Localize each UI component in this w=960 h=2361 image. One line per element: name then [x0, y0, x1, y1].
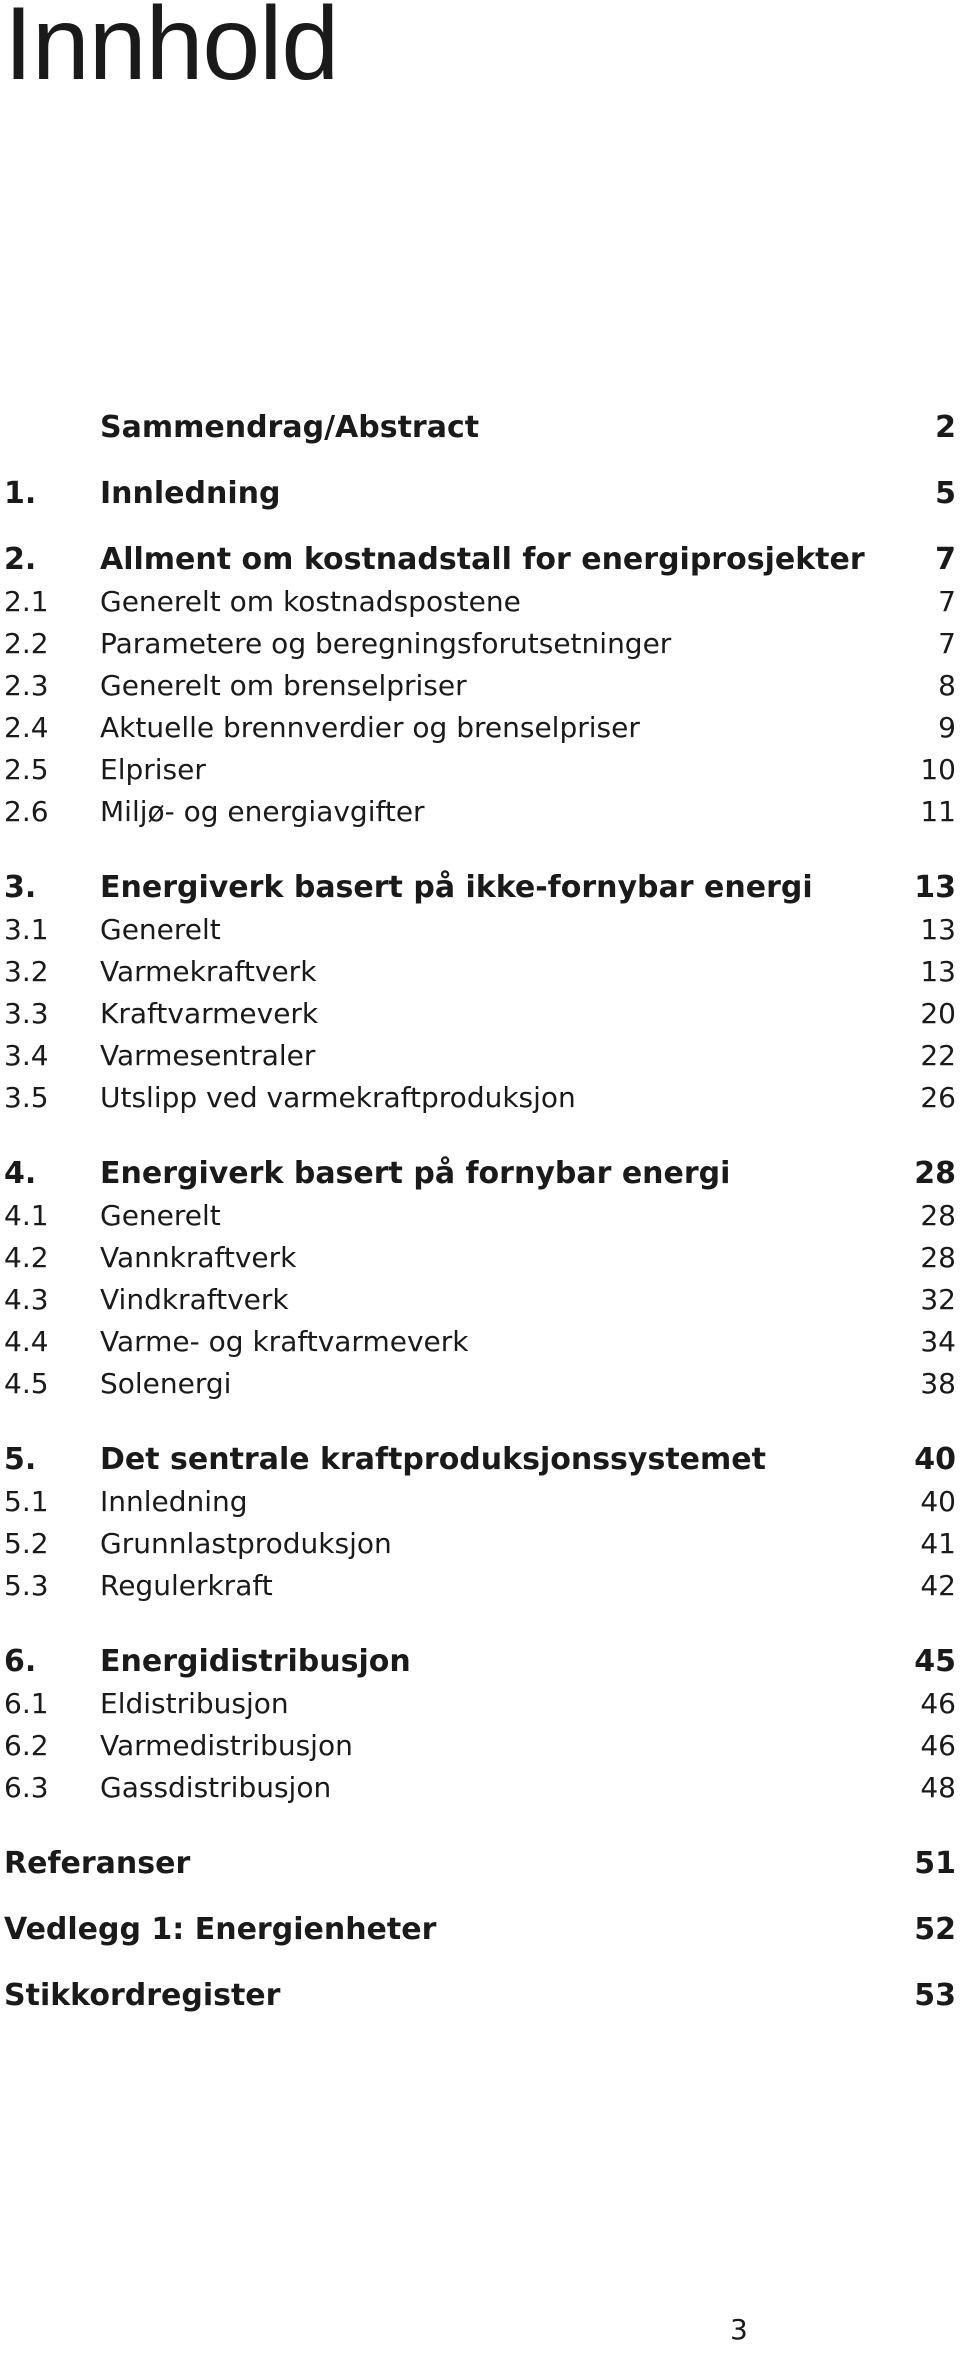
- toc-entry-label: Parametere og beregningsforutsetninger: [100, 627, 672, 660]
- toc-entry-number: 1.: [4, 476, 37, 511]
- toc-entry-page: 32: [920, 1283, 956, 1316]
- toc-entry-label: Aktuelle brennverdier og brenselpriser: [100, 711, 640, 744]
- toc-entry-label: Innledning: [100, 476, 281, 511]
- toc-entry-page: 2: [935, 410, 956, 445]
- toc-chapter-row: [0, 1440, 960, 1480]
- toc-entry-label: Generelt om brenselpriser: [100, 669, 467, 702]
- toc-entry-number: 3.2: [4, 955, 49, 988]
- toc-entry-label: Kraftvarmeverk: [100, 997, 319, 1030]
- toc-section-row: [0, 1078, 960, 1118]
- toc-entry-label: Generelt om kostnadspostene: [100, 585, 521, 618]
- toc-section-row: [0, 1566, 960, 1606]
- toc-entry-label: Varme- og kraftvarmeverk: [100, 1325, 469, 1358]
- toc-entry-label: Det sentrale kraftproduksjonssystemet: [100, 1442, 766, 1477]
- toc-section-row: [0, 910, 960, 950]
- toc-section-row: [0, 1196, 960, 1236]
- toc-entry-label: Allment om kostnadstall for energiprosjekter: [100, 542, 865, 577]
- toc-entry-label: Energiverk basert på fornybar energi: [100, 1156, 731, 1191]
- toc-entry-page: 28: [920, 1199, 956, 1232]
- toc-entry-page: 22: [920, 1039, 956, 1072]
- toc-entry-number: 2.2: [4, 627, 49, 660]
- toc-section-row: [0, 1768, 960, 1808]
- toc-entry-page: 52: [914, 1912, 956, 1947]
- toc-entry-label: Varmekraftverk: [100, 955, 317, 988]
- toc-entry-label: Vedlegg 1: Energienheter: [4, 1912, 437, 1947]
- toc-entry-label: Generelt: [100, 913, 221, 946]
- toc-entry-number: 3.3: [4, 997, 49, 1030]
- toc-section-row: [0, 1726, 960, 1766]
- toc-section-row: [0, 1684, 960, 1724]
- toc-entry-number: 6.3: [4, 1771, 49, 1804]
- toc-entry-label: Regulerkraft: [100, 1569, 273, 1602]
- toc-entry-number: 3.4: [4, 1039, 49, 1072]
- page-title: Innhold: [4, 0, 339, 102]
- toc-entry-label: Sammendrag/Abstract: [100, 410, 480, 445]
- toc-entry-label: Varmedistribusjon: [100, 1729, 353, 1762]
- toc-entry-number: 2.1: [4, 585, 49, 618]
- toc-entry-label: Elpriser: [100, 753, 206, 786]
- toc-entry-label: Stikkordregister: [4, 1978, 281, 2013]
- toc-entry-label: Energidistribusjon: [100, 1644, 411, 1679]
- toc-section-row: [0, 952, 960, 992]
- toc-section-row: [0, 1036, 960, 1076]
- toc-entry-label: Utslipp ved varmekraftproduksjon: [100, 1081, 576, 1114]
- toc-entry-number: 6.2: [4, 1729, 49, 1762]
- toc-entry-number: 2.: [4, 542, 37, 577]
- toc-entry-number: 3.5: [4, 1081, 49, 1114]
- toc-entry-label: Gassdistribusjon: [100, 1771, 332, 1804]
- toc-entry-label: Vindkraftverk: [100, 1283, 289, 1316]
- toc-entry-number: 3.: [4, 870, 37, 905]
- toc-entry-page: 53: [914, 1978, 956, 2013]
- toc-section-row: [0, 708, 960, 748]
- toc-entry-page: 7: [938, 585, 956, 618]
- toc-entry-page: 10: [920, 753, 956, 786]
- toc-entry-number: 2.6: [4, 795, 49, 828]
- toc-entry-page: 41: [920, 1527, 956, 1560]
- toc-entry-page: 28: [914, 1156, 956, 1191]
- toc-entry-number: 4.: [4, 1156, 37, 1191]
- toc-entry-label: Solenergi: [100, 1367, 232, 1400]
- toc-entry-number: 5.3: [4, 1569, 49, 1602]
- toc-entry-label: Vannkraftverk: [100, 1241, 297, 1274]
- toc-entry-label: Varmesentraler: [100, 1039, 316, 1072]
- toc-entry-page: 40: [914, 1442, 956, 1477]
- toc-entry-page: 8: [938, 669, 956, 702]
- toc-entry-number: 5.2: [4, 1527, 49, 1560]
- toc-section-row: [0, 750, 960, 790]
- toc-chapter-row: [0, 1976, 960, 2016]
- toc-entry-number: 6.: [4, 1644, 37, 1679]
- toc-entry-page: 13: [914, 870, 956, 905]
- page-number: 3: [730, 2313, 748, 2346]
- toc-entry-label: Eldistribusjon: [100, 1687, 289, 1720]
- toc-section-row: [0, 1322, 960, 1362]
- toc-entry-number: 3.1: [4, 913, 49, 946]
- toc-section-row: [0, 1238, 960, 1278]
- toc-entry-page: 45: [914, 1644, 956, 1679]
- toc-chapter-row: [0, 1844, 960, 1884]
- toc-entry-number: 6.1: [4, 1687, 49, 1720]
- toc-entry-page: 38: [920, 1367, 956, 1400]
- toc-entry-page: 7: [938, 627, 956, 660]
- toc-entry-page: 13: [920, 913, 956, 946]
- toc-section-row: [0, 666, 960, 706]
- toc-entry-page: 7: [935, 542, 956, 577]
- toc-entry-page: 11: [920, 795, 956, 828]
- toc-chapter-row: [0, 474, 960, 514]
- toc-entry-number: 5.1: [4, 1485, 49, 1518]
- toc-entry-number: 4.5: [4, 1367, 49, 1400]
- toc-chapter-row: [0, 1642, 960, 1682]
- toc-entry-page: 13: [920, 955, 956, 988]
- toc-entry-label: Energiverk basert på ikke-fornybar energi: [100, 870, 813, 905]
- toc-chapter-row: [0, 1154, 960, 1194]
- toc-entry-page: 48: [920, 1771, 956, 1804]
- toc-entry-label: Grunnlastproduksjon: [100, 1527, 392, 1560]
- toc-section-row: [0, 1482, 960, 1522]
- toc-chapter-row: [0, 540, 960, 580]
- toc-entry-number: 4.4: [4, 1325, 49, 1358]
- toc-entry-number: 2.4: [4, 711, 49, 744]
- toc-chapter-row: [0, 1910, 960, 1950]
- toc-section-row: [0, 1364, 960, 1404]
- toc-entry-page: 34: [920, 1325, 956, 1358]
- toc-entry-label: Generelt: [100, 1199, 221, 1232]
- toc-section-row: [0, 582, 960, 622]
- toc-entry-page: 51: [914, 1846, 956, 1881]
- toc-section-row: [0, 1524, 960, 1564]
- toc-entry-page: 28: [920, 1241, 956, 1274]
- toc-entry-label: Innledning: [100, 1485, 248, 1518]
- toc-entry-page: 46: [920, 1687, 956, 1720]
- toc-entry-label: Referanser: [4, 1846, 191, 1881]
- toc-entry-number: 4.1: [4, 1199, 49, 1232]
- toc-section-row: [0, 1280, 960, 1320]
- toc-chapter-row: [0, 408, 960, 448]
- toc-section-row: [0, 792, 960, 832]
- toc-entry-number: 5.: [4, 1442, 37, 1477]
- toc-entry-page: 20: [920, 997, 956, 1030]
- toc-entry-page: 5: [935, 476, 956, 511]
- toc-chapter-row: [0, 868, 960, 908]
- toc-entry-page: 9: [938, 711, 956, 744]
- toc-entry-page: 26: [920, 1081, 956, 1114]
- toc-entry-number: 4.2: [4, 1241, 49, 1274]
- toc-section-row: [0, 994, 960, 1034]
- toc-entry-page: 40: [920, 1485, 956, 1518]
- toc-entry-label: Miljø- og energiavgifter: [100, 795, 425, 828]
- toc-entry-page: 42: [920, 1569, 956, 1602]
- toc-entry-number: 2.3: [4, 669, 49, 702]
- toc-section-row: [0, 624, 960, 664]
- toc-entry-page: 46: [920, 1729, 956, 1762]
- toc-entry-number: 4.3: [4, 1283, 49, 1316]
- toc-entry-number: 2.5: [4, 753, 49, 786]
